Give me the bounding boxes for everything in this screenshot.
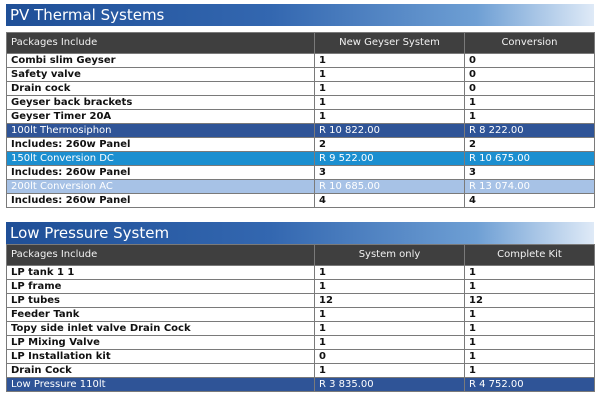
- price-value: R 10 822.00: [315, 124, 465, 138]
- row-label: Safety valve: [7, 68, 315, 82]
- low-pressure-section: [6, 222, 594, 392]
- row-value: 4: [465, 194, 595, 208]
- row-label: Feeder Tank: [7, 308, 315, 322]
- table-row: [7, 166, 595, 180]
- row-value: 1: [315, 322, 465, 336]
- row-value: 1: [465, 364, 595, 378]
- row-value: 3: [465, 166, 595, 180]
- row-value: 1: [465, 266, 595, 280]
- price-value: R 4 752.00: [465, 378, 595, 392]
- row-value: 1: [315, 96, 465, 110]
- table-row: [7, 294, 595, 308]
- row-label: Includes: 260w Panel: [7, 194, 315, 208]
- row-value: 0: [465, 54, 595, 68]
- table-row: [7, 82, 595, 96]
- row-label: LP Mixing Valve: [7, 336, 315, 350]
- row-label: LP tubes: [7, 294, 315, 308]
- table-row: [7, 308, 595, 322]
- row-label: Topy side inlet valve Drain Cock: [7, 322, 315, 336]
- row-label: 100lt Thermosiphon: [7, 124, 315, 138]
- row-value: 2: [465, 138, 595, 152]
- row-value: 12: [465, 294, 595, 308]
- row-value: 2: [315, 138, 465, 152]
- row-value: 0: [315, 350, 465, 364]
- price-value: R 10 685.00: [315, 180, 465, 194]
- table-header-row: [7, 245, 595, 266]
- table-row: [7, 110, 595, 124]
- row-value: 1: [315, 364, 465, 378]
- row-label: 200lt Conversion AC: [7, 180, 315, 194]
- column-header: New Geyser System: [315, 33, 465, 54]
- row-value: 1: [465, 280, 595, 294]
- row-value: 1: [315, 280, 465, 294]
- row-value: 1: [315, 68, 465, 82]
- row-value: 1: [465, 322, 595, 336]
- price-value: R 9 522.00: [315, 152, 465, 166]
- row-value: 1: [315, 266, 465, 280]
- table-row: [7, 96, 595, 110]
- row-value: 1: [465, 96, 595, 110]
- row-label: Geyser Timer 20A: [7, 110, 315, 124]
- row-label: Geyser back brackets: [7, 96, 315, 110]
- pv-thermal-title: PV Thermal Systems: [6, 4, 594, 26]
- column-header: Complete Kit: [465, 245, 595, 266]
- row-value: 3: [315, 166, 465, 180]
- price-row: [7, 124, 595, 138]
- column-header: Conversion: [465, 33, 595, 54]
- table-row: [7, 336, 595, 350]
- table-row: [7, 364, 595, 378]
- column-header: System only: [315, 245, 465, 266]
- pv-thermal-table: [6, 32, 595, 208]
- row-value: 0: [465, 68, 595, 82]
- row-value: 1: [465, 110, 595, 124]
- row-label: Drain Cock: [7, 364, 315, 378]
- table-row: [7, 322, 595, 336]
- row-value: 1: [465, 350, 595, 364]
- column-header: Packages Include: [7, 245, 315, 266]
- row-value: 0: [465, 82, 595, 96]
- column-header: Packages Include: [7, 33, 315, 54]
- table-row: [7, 68, 595, 82]
- row-value: 1: [465, 336, 595, 350]
- row-value: 12: [315, 294, 465, 308]
- row-label: Includes: 260w Panel: [7, 138, 315, 152]
- row-label: Includes: 260w Panel: [7, 166, 315, 180]
- table-row: [7, 266, 595, 280]
- low-pressure-table: [6, 244, 595, 392]
- price-value: R 8 222.00: [465, 124, 595, 138]
- row-value: 1: [315, 336, 465, 350]
- row-label: LP frame: [7, 280, 315, 294]
- table-row: [7, 138, 595, 152]
- row-value: 1: [315, 308, 465, 322]
- row-value: 1: [315, 110, 465, 124]
- table-row: [7, 194, 595, 208]
- row-value: 1: [315, 54, 465, 68]
- row-label: LP tank 1 1: [7, 266, 315, 280]
- price-row: [7, 180, 595, 194]
- row-label: Combi slim Geyser: [7, 54, 315, 68]
- row-value: 1: [315, 82, 465, 96]
- price-value: R 10 675.00: [465, 152, 595, 166]
- row-label: 150lt Conversion DC: [7, 152, 315, 166]
- table-row: [7, 280, 595, 294]
- low-pressure-title: Low Pressure System: [6, 222, 594, 244]
- row-value: 1: [465, 308, 595, 322]
- table-row: [7, 350, 595, 364]
- table-row: [7, 54, 595, 68]
- row-label: Drain cock: [7, 82, 315, 96]
- row-label: Low Pressure 110lt: [7, 378, 315, 392]
- row-label: LP Installation kit: [7, 350, 315, 364]
- price-row: [7, 378, 595, 392]
- price-row: [7, 152, 595, 166]
- pv-thermal-section: [6, 4, 594, 208]
- price-value: R 13 074.00: [465, 180, 595, 194]
- price-value: R 3 835.00: [315, 378, 465, 392]
- table-header-row: [7, 33, 595, 54]
- row-value: 4: [315, 194, 465, 208]
